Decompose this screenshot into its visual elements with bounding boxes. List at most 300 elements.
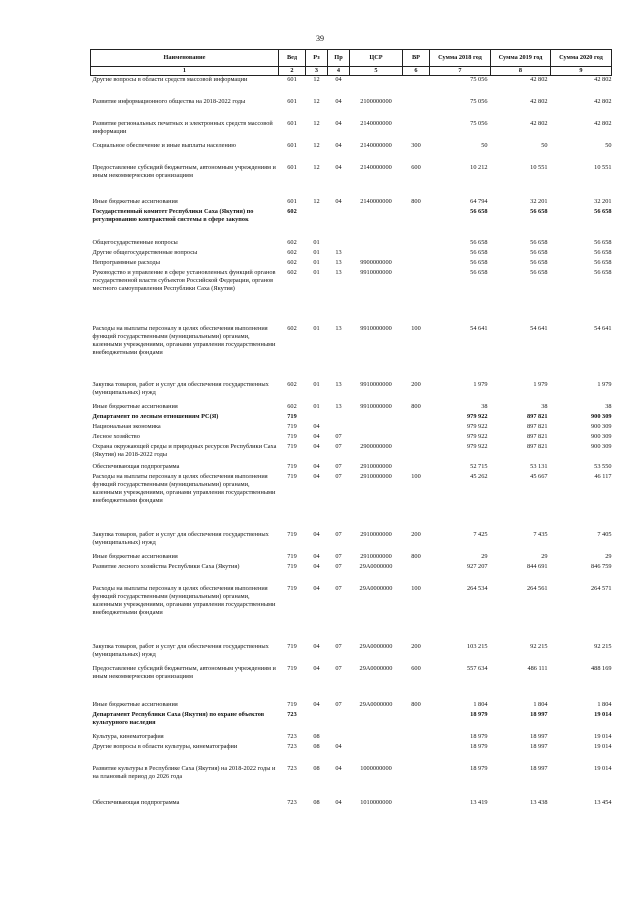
table-row xyxy=(91,198,612,208)
row-sum-2019: 486 111 xyxy=(527,664,548,672)
row-csr xyxy=(350,711,403,733)
header-sum-2018: Сумма 2018 год xyxy=(430,50,491,67)
row-vr: 200 xyxy=(411,642,421,650)
row-name: Департамент по лесным отношениям РС(Я) xyxy=(92,412,219,420)
row-ved: 601 xyxy=(287,197,297,205)
table-row xyxy=(91,164,612,198)
row-sum-2019: 18 997 xyxy=(530,732,548,740)
table-row xyxy=(91,423,612,433)
table-row xyxy=(91,701,612,711)
table-row xyxy=(91,443,612,463)
row-pr: 07 xyxy=(335,642,342,650)
row-name: Расходы на выплаты персоналу в целях обеспечения выполнения функций государственными (муниципальными) органами, казенными учреждениями, органами управления государственными внебюджетными фондами xyxy=(92,584,276,617)
row-csr: 1000000000 xyxy=(360,764,392,772)
header-rz: Рз xyxy=(306,50,328,67)
row-vr xyxy=(403,563,430,585)
row-sum-2019: 18 997 xyxy=(530,710,548,718)
header-sum-2019: Сумма 2019 год xyxy=(491,50,551,67)
row-sum-2019: 844 691 xyxy=(527,562,548,570)
row-sum-2019: 53 131 xyxy=(530,462,548,470)
row-rz: 04 xyxy=(313,552,320,560)
row-sum-2020: 56 658 xyxy=(594,207,612,215)
row-rz: 04 xyxy=(313,700,320,708)
row-ved: 723 xyxy=(287,732,297,740)
row-rz: 01 xyxy=(313,238,320,246)
row-csr: 2100000000 xyxy=(360,97,392,105)
row-sum-2019: 42 802 xyxy=(530,76,548,84)
row-pr: 07 xyxy=(335,472,342,480)
row-sum-2019: 7 435 xyxy=(533,530,548,538)
row-csr: 2140000000 xyxy=(360,197,392,205)
row-pr: 07 xyxy=(335,552,342,560)
row-sum-2020: 900 309 xyxy=(591,422,612,430)
row-pr: 13 xyxy=(335,402,342,410)
row-sum-2019: 45 667 xyxy=(530,472,548,480)
row-csr xyxy=(350,433,403,443)
column-number: 4 xyxy=(328,67,350,76)
row-name: Государственный комитет Республики Саха (Якутия) по регулированию контрактной системы в сфере закупок xyxy=(92,207,254,223)
row-rz: 04 xyxy=(313,642,320,650)
row-sum-2019: 56 658 xyxy=(530,248,548,256)
row-sum-2020: 56 658 xyxy=(594,248,612,256)
row-csr: 2910000000 xyxy=(360,552,392,560)
row-sum-2020: 32 201 xyxy=(594,197,612,205)
row-ved: 602 xyxy=(287,207,297,215)
row-rz: 08 xyxy=(313,732,320,740)
row-pr xyxy=(328,208,350,239)
row-sum-2020: 19 014 xyxy=(594,732,612,740)
row-ved: 719 xyxy=(287,642,297,650)
row-name: Охрана окружающей среды и природных ресурсов Республики Саха (Якутия) на 2018-2022 годы xyxy=(92,442,277,458)
row-ved: 601 xyxy=(287,141,297,149)
header-vr: ВР xyxy=(403,50,430,67)
row-sum-2019: 264 561 xyxy=(527,584,548,592)
row-vr: 800 xyxy=(411,700,421,708)
row-vr xyxy=(403,711,430,733)
row-ved: 723 xyxy=(287,798,297,806)
row-sum-2018: 64 794 xyxy=(470,197,488,205)
row-pr: 04 xyxy=(335,76,342,84)
row-vr xyxy=(403,98,430,120)
table-row xyxy=(91,413,612,423)
row-sum-2020: 56 658 xyxy=(594,268,612,276)
page-number: 39 xyxy=(316,34,324,43)
row-sum-2020: 19 014 xyxy=(594,742,612,750)
column-number: 1 xyxy=(91,67,279,76)
row-vr xyxy=(403,423,430,433)
row-rz: 04 xyxy=(313,422,320,430)
row-sum-2020: 488 169 xyxy=(591,664,612,672)
row-name: Лесное хозяйство xyxy=(92,432,140,440)
column-number: 2 xyxy=(279,67,306,76)
row-rz: 04 xyxy=(313,462,320,470)
row-sum-2020: 56 658 xyxy=(594,238,612,246)
row-vr: 100 xyxy=(411,472,421,480)
column-number: 3 xyxy=(306,67,328,76)
table-row xyxy=(91,553,612,563)
table-row xyxy=(91,665,612,701)
row-pr: 07 xyxy=(335,562,342,570)
row-sum-2019: 32 201 xyxy=(530,197,548,205)
row-csr xyxy=(350,76,403,98)
row-sum-2019: 897 821 xyxy=(527,422,548,430)
row-name: Руководство и управление в сфере установленных функций органов государственной власти субъектов Российской Федерации, органов местного самоуправления Республики Саха (Якутия) xyxy=(92,268,276,293)
row-csr: 2910000000 xyxy=(360,530,392,538)
row-sum-2019: 56 658 xyxy=(530,258,548,266)
row-sum-2018: 13 419 xyxy=(470,798,488,806)
table-row xyxy=(91,98,612,120)
row-sum-2018: 75 056 xyxy=(470,119,488,127)
row-csr: 1010000000 xyxy=(360,798,392,806)
row-sum-2018: 18 979 xyxy=(470,742,488,750)
row-vr xyxy=(403,249,430,259)
row-sum-2019: 50 xyxy=(541,141,548,149)
row-rz: 01 xyxy=(313,268,320,276)
row-pr: 13 xyxy=(335,258,342,266)
row-rz: 04 xyxy=(313,472,320,480)
row-sum-2019: 56 658 xyxy=(530,238,548,246)
row-sum-2019: 18 997 xyxy=(530,742,548,750)
row-ved: 719 xyxy=(287,584,297,592)
row-csr: 29А0000000 xyxy=(359,562,393,570)
row-vr: 600 xyxy=(411,664,421,672)
row-pr: 07 xyxy=(335,462,342,470)
row-sum-2019: 56 658 xyxy=(530,268,548,276)
row-sum-2018: 75 056 xyxy=(470,76,488,84)
row-sum-2018: 54 641 xyxy=(470,324,488,332)
row-sum-2018: 979 922 xyxy=(467,432,488,440)
row-pr: 04 xyxy=(335,798,342,806)
row-sum-2018: 56 658 xyxy=(470,238,488,246)
row-ved: 719 xyxy=(287,530,297,538)
row-ved: 719 xyxy=(287,562,297,570)
row-sum-2019: 1 979 xyxy=(533,380,548,388)
row-ved: 602 xyxy=(287,238,297,246)
row-ved: 719 xyxy=(287,442,297,450)
row-vr xyxy=(403,259,430,269)
row-name: Расходы на выплаты персоналу в целях обеспечения выполнения функций государственными (муниципальными) органами, казенными учреждениями, органами управления государственными внебюджетными фондами xyxy=(92,472,276,505)
table-row xyxy=(91,269,612,325)
row-sum-2018: 56 658 xyxy=(470,258,488,266)
row-name: Развитие лесного хозяйства Республики Саха (Якутия) xyxy=(92,562,240,570)
table-row xyxy=(91,799,612,809)
table-row xyxy=(91,765,612,799)
row-csr xyxy=(350,413,403,423)
column-number: 6 xyxy=(403,67,430,76)
row-vr xyxy=(403,765,430,799)
row-csr: 2140000000 xyxy=(360,141,392,149)
table-row xyxy=(91,208,612,239)
row-csr: 29А0000000 xyxy=(359,642,393,650)
row-ved: 719 xyxy=(287,700,297,708)
row-sum-2020: 29 xyxy=(605,552,612,560)
row-rz: 04 xyxy=(313,432,320,440)
table-row xyxy=(91,733,612,743)
row-ved: 602 xyxy=(287,258,297,266)
row-sum-2020: 1 804 xyxy=(597,700,612,708)
row-sum-2020: 13 454 xyxy=(594,798,612,806)
row-ved: 601 xyxy=(287,163,297,171)
row-vr: 800 xyxy=(411,552,421,560)
row-csr: 9910000000 xyxy=(360,380,392,388)
row-rz: 12 xyxy=(313,97,320,105)
row-sum-2018: 103 215 xyxy=(467,642,488,650)
row-vr: 100 xyxy=(411,324,421,332)
row-csr: 9910000000 xyxy=(360,402,392,410)
row-sum-2018: 927 207 xyxy=(467,562,488,570)
row-name: Другие вопросы в области средств массовой информации xyxy=(92,76,248,84)
row-pr: 07 xyxy=(335,442,342,450)
row-sum-2019: 897 821 xyxy=(527,432,548,440)
row-sum-2020: 900 309 xyxy=(591,442,612,450)
row-csr xyxy=(350,423,403,433)
row-vr: 800 xyxy=(411,197,421,205)
row-sum-2019: 897 821 xyxy=(527,442,548,450)
row-vr xyxy=(403,433,430,443)
row-sum-2018: 56 658 xyxy=(470,268,488,276)
row-sum-2018: 56 658 xyxy=(470,248,488,256)
row-sum-2020: 46 117 xyxy=(594,472,612,480)
row-vr xyxy=(403,76,430,98)
row-name: Обеспечивающая подпрограмма xyxy=(92,462,180,470)
row-pr: 07 xyxy=(335,432,342,440)
row-pr: 13 xyxy=(335,380,342,388)
column-number: 8 xyxy=(491,67,551,76)
row-sum-2020: 50 xyxy=(605,141,612,149)
row-vr: 200 xyxy=(411,380,421,388)
row-vr: 300 xyxy=(411,141,421,149)
row-vr xyxy=(403,743,430,765)
row-csr: 9910000000 xyxy=(360,268,392,276)
row-sum-2020: 42 802 xyxy=(594,97,612,105)
row-sum-2019: 10 551 xyxy=(530,163,548,171)
row-name: Культура, кинематография xyxy=(92,732,164,740)
row-name: Расходы на выплаты персоналу в целях обеспечения выполнения функций государственными (муниципальными) органами, казенными учреждениями, органами управления государственными внебюджетными фондами xyxy=(92,324,276,357)
row-pr: 04 xyxy=(335,197,342,205)
row-name: Другие общегосударственные вопросы xyxy=(92,248,198,256)
table-row xyxy=(91,473,612,531)
row-ved: 602 xyxy=(287,248,297,256)
row-name: Предоставление субсидий бюджетным, автономным учреждениям и иным некоммерческим организациям xyxy=(92,163,276,179)
budget-table xyxy=(90,49,612,809)
row-sum-2019: 42 802 xyxy=(530,119,548,127)
row-sum-2018: 557 634 xyxy=(467,664,488,672)
row-sum-2019: 56 658 xyxy=(530,207,548,215)
row-rz: 04 xyxy=(313,530,320,538)
row-rz: 12 xyxy=(313,119,320,127)
row-sum-2019: 38 xyxy=(541,402,548,410)
row-csr: 2910000000 xyxy=(360,462,392,470)
row-csr: 2140000000 xyxy=(360,163,392,171)
row-pr: 13 xyxy=(335,248,342,256)
row-sum-2019: 13 438 xyxy=(530,798,548,806)
column-number: 7 xyxy=(430,67,491,76)
row-sum-2020: 38 xyxy=(605,402,612,410)
row-csr: 29А0000000 xyxy=(359,700,393,708)
row-sum-2018: 18 979 xyxy=(470,732,488,740)
row-csr: 29А0000000 xyxy=(359,584,393,592)
row-rz: 04 xyxy=(313,562,320,570)
row-sum-2020: 42 802 xyxy=(594,76,612,84)
row-name: Развитие региональных печатных и электронных средств массовой информации xyxy=(92,119,273,135)
row-sum-2020: 846 759 xyxy=(591,562,612,570)
table-row xyxy=(91,249,612,259)
row-csr: 9900000000 xyxy=(360,258,392,266)
table-row xyxy=(91,563,612,585)
row-ved: 601 xyxy=(287,119,297,127)
row-ved: 719 xyxy=(287,412,297,420)
row-pr: 04 xyxy=(335,742,342,750)
row-sum-2018: 1 979 xyxy=(473,380,488,388)
row-pr: 07 xyxy=(335,664,342,672)
row-ved: 723 xyxy=(287,742,297,750)
row-sum-2020: 92 215 xyxy=(594,642,612,650)
row-ved: 719 xyxy=(287,432,297,440)
header-name: Наименование xyxy=(91,50,279,67)
table-row xyxy=(91,743,612,765)
row-vr xyxy=(403,733,430,743)
row-vr xyxy=(403,120,430,142)
row-sum-2018: 264 534 xyxy=(467,584,488,592)
row-rz: 01 xyxy=(313,324,320,332)
row-pr: 04 xyxy=(335,119,342,127)
row-vr xyxy=(403,269,430,325)
row-ved: 602 xyxy=(287,324,297,332)
row-ved: 719 xyxy=(287,664,297,672)
row-sum-2020: 19 014 xyxy=(594,710,612,718)
row-sum-2018: 18 979 xyxy=(470,710,488,718)
row-rz: 12 xyxy=(313,76,320,84)
row-csr xyxy=(350,239,403,249)
row-rz: 12 xyxy=(313,141,320,149)
row-name: Социальное обеспечение и иные выплаты населению xyxy=(92,141,236,149)
row-sum-2018: 75 056 xyxy=(470,97,488,105)
column-number: 5 xyxy=(350,67,403,76)
column-number-row xyxy=(91,67,612,76)
row-ved: 723 xyxy=(287,764,297,772)
row-csr: 2910000000 xyxy=(360,472,392,480)
row-sum-2018: 979 922 xyxy=(467,412,488,420)
row-sum-2020: 900 309 xyxy=(591,412,612,420)
row-pr xyxy=(328,239,350,249)
row-pr: 13 xyxy=(335,268,342,276)
table-row xyxy=(91,463,612,473)
row-pr xyxy=(328,413,350,423)
row-rz: 04 xyxy=(313,664,320,672)
column-number: 9 xyxy=(551,67,612,76)
row-name: Общегосударственные вопросы xyxy=(92,238,178,246)
row-sum-2018: 1 804 xyxy=(473,700,488,708)
row-sum-2020: 900 309 xyxy=(591,432,612,440)
table-row xyxy=(91,381,612,403)
row-sum-2019: 54 641 xyxy=(530,324,548,332)
row-sum-2018: 18 979 xyxy=(470,764,488,772)
row-pr: 04 xyxy=(335,97,342,105)
row-name: Иные бюджетные ассигнования xyxy=(92,402,178,410)
row-name: Департамент Республики Саха (Якутия) по охране объектов культурного наследия xyxy=(92,710,265,726)
row-ved: 602 xyxy=(287,268,297,276)
row-pr: 07 xyxy=(335,700,342,708)
row-name: Другие вопросы в области культуры, кинематографии xyxy=(92,742,238,750)
row-name: Закупка товаров, работ и услуг для обеспечения государственных (муниципальных) нужд xyxy=(92,642,269,658)
row-vr: 800 xyxy=(411,402,421,410)
row-name: Непрограммные расходы xyxy=(92,258,160,266)
row-ved: 723 xyxy=(287,710,297,718)
row-rz: 01 xyxy=(313,258,320,266)
row-pr: 04 xyxy=(335,764,342,772)
row-vr: 600 xyxy=(411,163,421,171)
row-rz: 08 xyxy=(313,742,320,750)
row-rz xyxy=(306,711,328,733)
row-vr xyxy=(403,208,430,239)
row-sum-2019: 897 821 xyxy=(527,412,548,420)
table-row xyxy=(91,76,612,98)
table-row xyxy=(91,403,612,413)
row-ved: 601 xyxy=(287,97,297,105)
row-rz: 01 xyxy=(313,380,320,388)
table-row xyxy=(91,259,612,269)
row-csr xyxy=(350,743,403,765)
row-rz: 01 xyxy=(313,402,320,410)
header-ved: Вед xyxy=(279,50,306,67)
row-name: Обеспечивающая подпрограмма xyxy=(92,798,180,806)
row-rz: 08 xyxy=(313,798,320,806)
row-rz: 12 xyxy=(313,163,320,171)
row-ved: 602 xyxy=(287,402,297,410)
row-ved: 601 xyxy=(287,76,297,84)
row-rz: 12 xyxy=(313,197,320,205)
row-sum-2018: 29 xyxy=(481,552,488,560)
row-pr: 07 xyxy=(335,584,342,592)
row-vr xyxy=(403,443,430,463)
row-rz xyxy=(306,208,328,239)
row-sum-2018: 50 xyxy=(481,141,488,149)
header-sum-2020: Сумма 2020 год xyxy=(551,50,612,67)
row-csr: 29А0000000 xyxy=(359,664,393,672)
row-name: Иные бюджетные ассигнования xyxy=(92,552,178,560)
row-name: Иные бюджетные ассигнования xyxy=(92,700,178,708)
table-row xyxy=(91,239,612,249)
row-name: Национальная экономика xyxy=(92,422,161,430)
row-ved: 719 xyxy=(287,472,297,480)
table-row xyxy=(91,433,612,443)
row-rz: 04 xyxy=(313,442,320,450)
row-name: Закупка товаров, работ и услуг для обеспечения государственных (муниципальных) нужд xyxy=(92,380,269,396)
row-vr xyxy=(403,799,430,809)
row-pr: 04 xyxy=(335,163,342,171)
row-pr xyxy=(328,423,350,433)
row-name: Предоставление субсидий бюджетным, автономным учреждениям и иным некоммерческим организациям xyxy=(92,664,276,680)
table-row xyxy=(91,142,612,164)
row-vr: 200 xyxy=(411,530,421,538)
row-sum-2020: 56 658 xyxy=(594,258,612,266)
header-pr: Пр xyxy=(328,50,350,67)
row-sum-2018: 56 658 xyxy=(470,207,488,215)
row-vr xyxy=(403,413,430,423)
row-csr xyxy=(350,249,403,259)
row-name: Иные бюджетные ассигнования xyxy=(92,197,178,205)
row-sum-2020: 7 405 xyxy=(597,530,612,538)
row-csr xyxy=(350,208,403,239)
header-csr: ЦСР xyxy=(350,50,403,67)
table-body xyxy=(91,76,612,809)
row-pr: 07 xyxy=(335,530,342,538)
row-csr: 2900000000 xyxy=(360,442,392,450)
row-sum-2018: 979 922 xyxy=(467,422,488,430)
row-sum-2019: 29 xyxy=(541,552,548,560)
row-rz: 01 xyxy=(313,248,320,256)
row-vr xyxy=(403,239,430,249)
